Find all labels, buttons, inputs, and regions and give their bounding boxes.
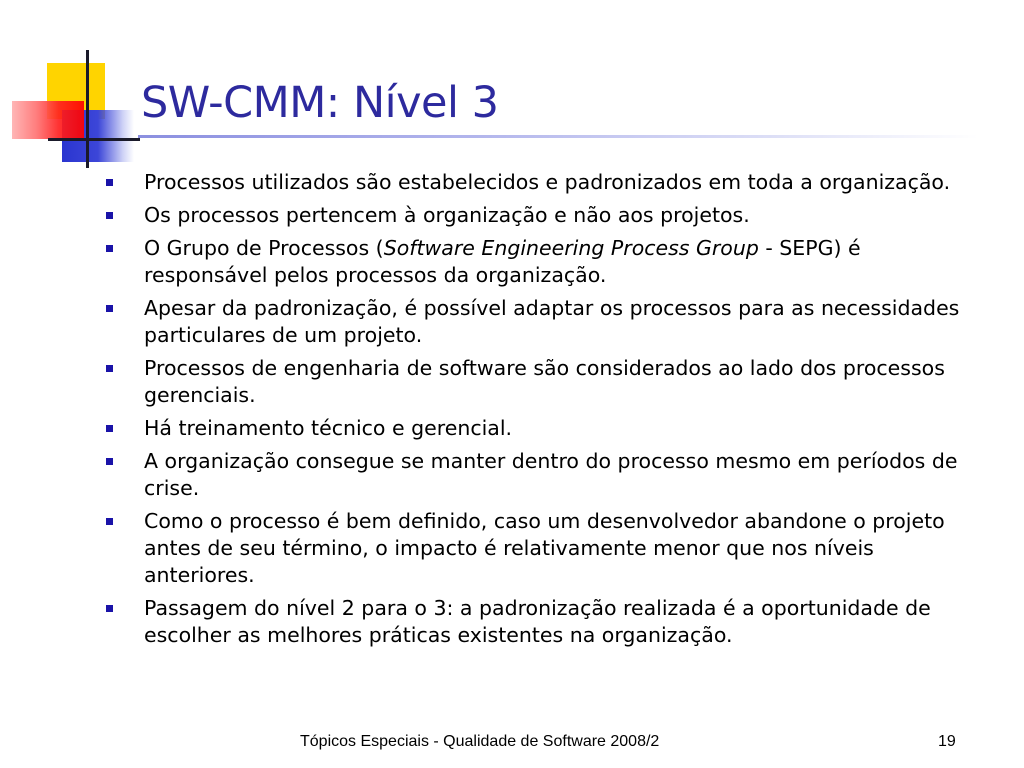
list-item: [106, 202, 986, 229]
decorative-logo: [0, 0, 140, 170]
list-item: [106, 448, 986, 502]
bullet-icon: [106, 458, 113, 465]
page-number: 19: [938, 733, 956, 750]
list-item: [106, 415, 986, 442]
bullet-text: Os processos pertencem à organização e não aos projetos.: [144, 203, 750, 227]
bullet-icon: [106, 305, 113, 312]
bullet-icon: [106, 365, 113, 372]
title-underline: [138, 135, 978, 138]
bullet-text-post: - SEPG) é responsável pelos processos da organização.: [144, 236, 861, 287]
bullet-text: Há treinamento técnico e gerencial.: [144, 416, 513, 440]
bullet-text: Passagem do nível 2 para o 3: a padronização realizada é a oportunidade de escolher as melhores práticas existentes na organização.: [144, 596, 931, 647]
logo-vertical-line: [86, 50, 89, 168]
bullet-list: [106, 169, 986, 655]
bullet-text-italic: Software Engineering Process Group: [383, 236, 759, 260]
footer-text: Tópicos Especiais - Qualidade de Software 2008/2: [300, 733, 660, 750]
list-item: [106, 169, 986, 196]
bullet-icon: [106, 245, 113, 252]
list-item: [106, 295, 986, 349]
bullet-text-pre: O Grupo de Processos (: [144, 236, 384, 260]
bullet-text: Apesar da padronização, é possível adaptar os processos para as necessidades particulares de um projeto.: [144, 296, 960, 347]
list-item: [106, 355, 986, 409]
logo-red-square: [12, 101, 84, 139]
list-item: [106, 508, 986, 589]
bullet-icon: [106, 179, 113, 186]
bullet-text: Processos utilizados são estabelecidos e padronizados em toda a organização.: [144, 170, 951, 194]
bullet-icon: [106, 605, 113, 612]
bullet-text: Processos de engenharia de software são considerados ao lado dos processos gerenciais.: [144, 356, 945, 407]
bullet-icon: [106, 212, 113, 219]
bullet-text: A organização consegue se manter dentro do processo mesmo em períodos de crise.: [144, 449, 958, 500]
bullet-text: Como o processo é bem definido, caso um desenvolvedor abandone o projeto antes de seu término, o impacto é relativamente menor que nos níveis anteriores.: [144, 509, 945, 587]
slide-title: SW-CMM: Nível 3: [141, 78, 499, 128]
list-item: [106, 595, 986, 649]
logo-horizontal-line: [48, 138, 140, 141]
bullet-icon: [106, 518, 113, 525]
bullet-icon: [106, 425, 113, 432]
list-item: [106, 235, 986, 289]
